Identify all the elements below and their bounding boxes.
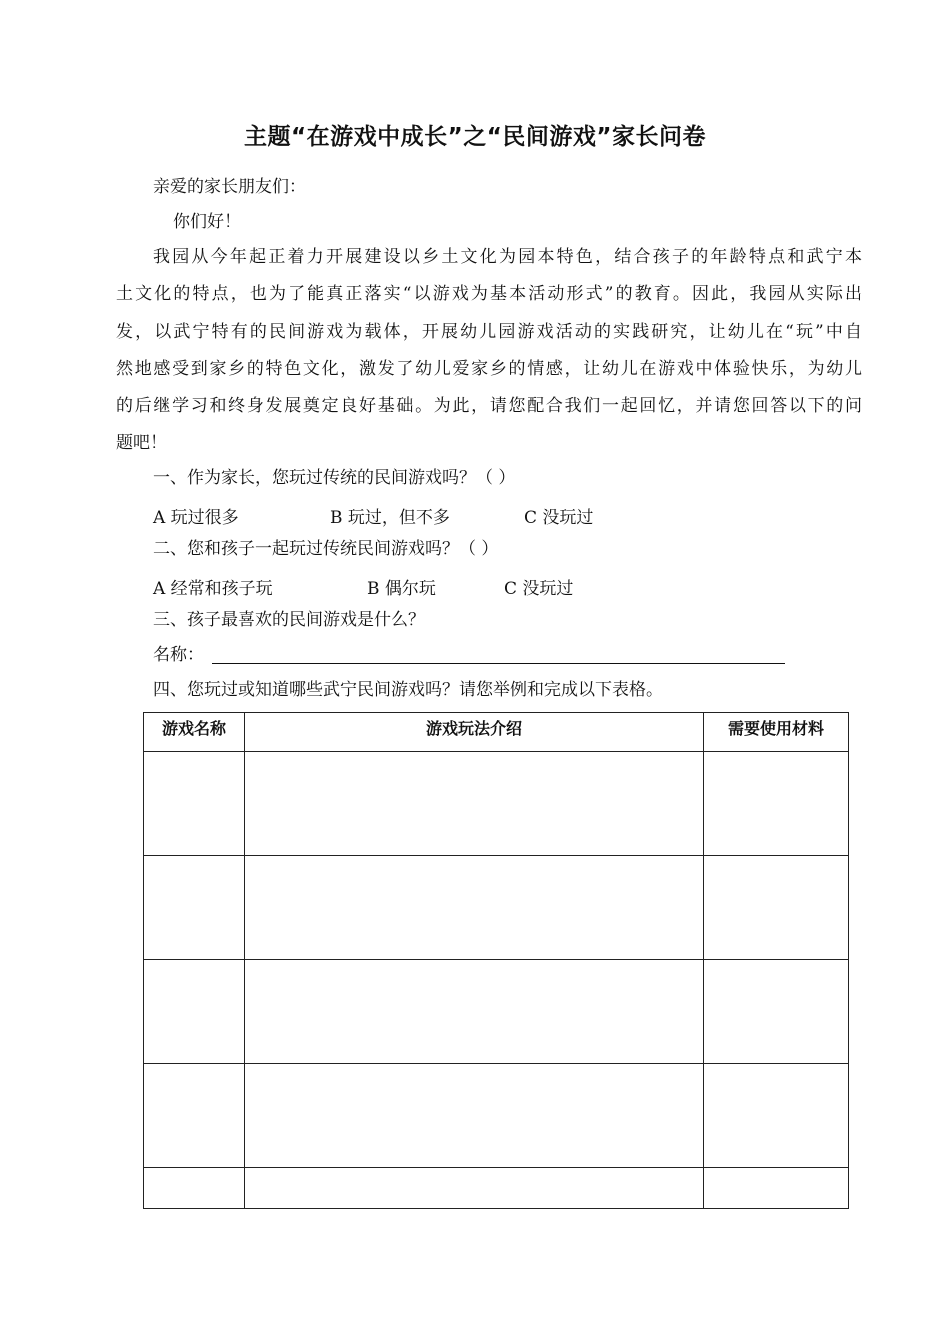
- cell-game-name[interactable]: [144, 1168, 245, 1209]
- table-row: [144, 960, 849, 1064]
- cell-game-name[interactable]: [144, 1064, 245, 1168]
- greeting: 亲爱的家长朋友们：: [153, 177, 306, 197]
- header-game-name: 游戏名称: [144, 713, 245, 752]
- table-row: [144, 1064, 849, 1168]
- question-2: 二、您和孩子一起玩过传统民间游戏吗？（ ）: [153, 539, 499, 559]
- q2-option-c[interactable]: C 没玩过: [504, 579, 574, 599]
- header-how-to-play: 游戏玩法介绍: [245, 713, 704, 752]
- cell-materials[interactable]: [704, 960, 849, 1064]
- q1-option-c[interactable]: C 没玩过: [524, 508, 594, 528]
- name-label: 名称：: [153, 645, 204, 665]
- intro-line: 土文化的特点，也为了能真正落实“以游戏为基本活动形式”的教育。因此，我园从实际出: [116, 284, 862, 304]
- q1-option-a[interactable]: A 玩过很多: [153, 508, 239, 528]
- cell-game-name[interactable]: [144, 960, 245, 1064]
- q2-option-b[interactable]: B 偶尔玩: [367, 579, 436, 599]
- cell-materials[interactable]: [704, 1168, 849, 1209]
- table-header-row: [144, 713, 849, 752]
- question-3: 三、孩子最喜欢的民间游戏是什么？: [153, 610, 425, 630]
- cell-game-name[interactable]: [144, 752, 245, 856]
- intro-line: 我园从今年起正着力开展建设以乡土文化为园本特色，结合孩子的年龄特点和武宁本: [153, 247, 862, 267]
- hello-line: 你们好！: [173, 212, 241, 232]
- cell-materials[interactable]: [704, 1064, 849, 1168]
- q2-option-a[interactable]: A 经常和孩子玩: [153, 579, 273, 599]
- question-1: 一、作为家长，您玩过传统的民间游戏吗？（ ）: [153, 468, 516, 488]
- cell-materials[interactable]: [704, 752, 849, 856]
- cell-how-to-play[interactable]: [245, 1168, 704, 1209]
- cell-how-to-play[interactable]: [245, 856, 704, 960]
- page-title: 主题“在游戏中成长”之“民间游戏”家长问卷: [244, 124, 706, 150]
- header-materials: 需要使用材料: [704, 713, 849, 752]
- intro-line: 题吧！: [116, 433, 167, 453]
- table-row: [144, 1168, 849, 1209]
- games-table: [143, 712, 849, 1209]
- table-row: [144, 752, 849, 856]
- question-4: 四、您玩过或知道哪些武宁民间游戏吗？请您举例和完成以下表格。: [153, 680, 663, 700]
- cell-materials[interactable]: [704, 856, 849, 960]
- name-answer-line[interactable]: [212, 663, 785, 664]
- cell-how-to-play[interactable]: [245, 960, 704, 1064]
- cell-game-name[interactable]: [144, 856, 245, 960]
- intro-line: 然地感受到家乡的特色文化，激发了幼儿爱家乡的情感，让幼儿在游戏中体验快乐，为幼儿: [116, 359, 862, 379]
- table-row: [144, 856, 849, 960]
- cell-how-to-play[interactable]: [245, 1064, 704, 1168]
- intro-line: 的后继学习和终身发展奠定良好基础。为此，请您配合我们一起回忆，并请您回答以下的问: [116, 396, 862, 416]
- cell-how-to-play[interactable]: [245, 752, 704, 856]
- intro-line: 发，以武宁特有的民间游戏为载体，开展幼儿园游戏活动的实践研究，让幼儿在“玩”中自: [116, 322, 862, 342]
- q1-option-b[interactable]: B 玩过，但不多: [330, 508, 450, 528]
